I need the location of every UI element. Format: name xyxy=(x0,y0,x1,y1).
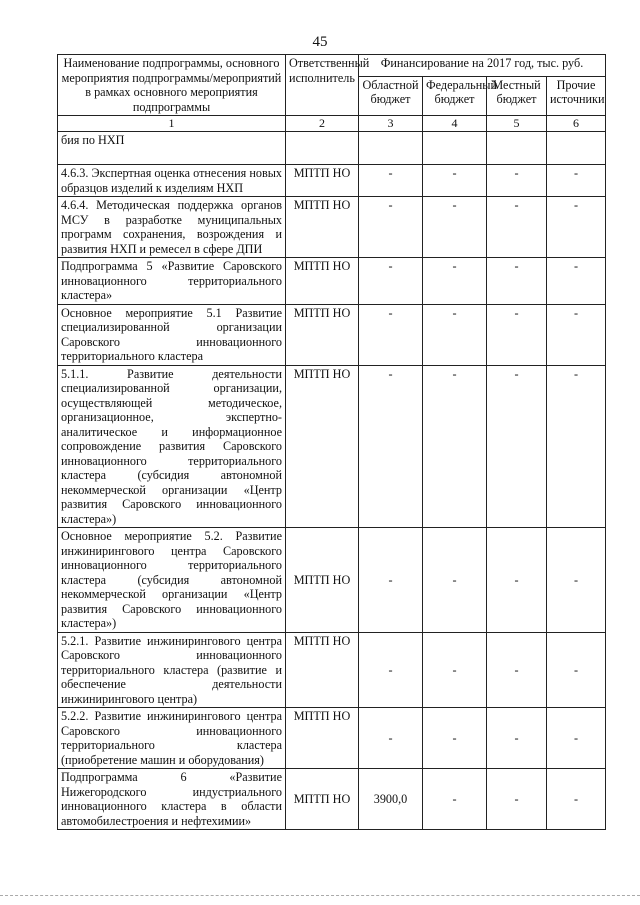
row-other: - xyxy=(547,304,606,365)
column-number: 5 xyxy=(487,116,547,132)
table-row xyxy=(58,632,606,708)
header-regional: Областной бюджет xyxy=(359,76,423,115)
page-number: 45 xyxy=(312,34,328,50)
row-responsible: МПТП НО xyxy=(286,632,359,708)
row-federal: - xyxy=(423,197,487,258)
table-row xyxy=(58,197,606,258)
row-regional xyxy=(359,132,423,165)
row-name: 4.6.3. Экспертная оценка отнесения новых образцов изделий к изделиям НХП xyxy=(58,165,286,197)
row-name: бия по НХП xyxy=(58,132,286,165)
header-other: Прочие источники xyxy=(547,76,606,115)
row-federal: - xyxy=(423,165,487,197)
row-local xyxy=(487,132,547,165)
row-local: - xyxy=(487,632,547,708)
row-regional: 3900,0 xyxy=(359,769,423,830)
row-regional: - xyxy=(359,165,423,197)
row-responsible: МПТП НО xyxy=(286,365,359,528)
row-local: - xyxy=(487,769,547,830)
row-regional: - xyxy=(359,708,423,769)
column-number: 6 xyxy=(547,116,606,132)
column-number: 1 xyxy=(58,116,286,132)
row-name: Основное мероприятие 5.1 Развитие специализированной организации Саровского инновационного территориального кластера xyxy=(58,304,286,365)
row-name: Основное мероприятие 5.2. Развитие инжинирингового центра Саровского инновационного территориального кластера (субсидия автономной некоммерческой организации «Центр развития Саровского инновационного кластера») xyxy=(58,528,286,633)
row-other: - xyxy=(547,365,606,528)
table-row xyxy=(58,708,606,769)
row-other: - xyxy=(547,165,606,197)
row-responsible: МПТП НО xyxy=(286,197,359,258)
row-federal xyxy=(423,132,487,165)
header-local: Местный бюджет xyxy=(487,76,547,115)
row-other: - xyxy=(547,528,606,633)
row-responsible: МПТП НО xyxy=(286,528,359,633)
row-federal: - xyxy=(423,365,487,528)
row-regional: - xyxy=(359,365,423,528)
row-regional: - xyxy=(359,632,423,708)
row-responsible: МПТП НО xyxy=(286,708,359,769)
table-row xyxy=(58,165,606,197)
row-regional: - xyxy=(359,258,423,305)
row-federal: - xyxy=(423,708,487,769)
row-regional: - xyxy=(359,528,423,633)
row-regional: - xyxy=(359,304,423,365)
row-responsible: МПТП НО xyxy=(286,304,359,365)
table-row xyxy=(58,528,606,633)
row-local: - xyxy=(487,258,547,305)
header-federal: Федеральный бюджет xyxy=(423,76,487,115)
header-responsible: Ответственный исполнитель xyxy=(286,55,359,116)
table-row xyxy=(58,769,606,830)
scan-edge-line xyxy=(0,895,640,899)
row-other: - xyxy=(547,769,606,830)
table-row xyxy=(58,132,606,165)
table-row xyxy=(58,365,606,528)
row-other: - xyxy=(547,708,606,769)
row-federal: - xyxy=(423,528,487,633)
row-other: - xyxy=(547,258,606,305)
row-responsible: МПТП НО xyxy=(286,258,359,305)
column-number: 4 xyxy=(423,116,487,132)
row-regional: - xyxy=(359,197,423,258)
header-name: Наименование подпрограммы, основного мероприятия подпрограммы/мероприятий в рамках основного мероприятия подпрограммы xyxy=(58,55,286,116)
row-other: - xyxy=(547,197,606,258)
row-local: - xyxy=(487,708,547,769)
row-responsible: МПТП НО xyxy=(286,165,359,197)
column-number: 3 xyxy=(359,116,423,132)
row-responsible: МПТП НО xyxy=(286,769,359,830)
financing-table xyxy=(57,54,606,830)
row-name: Подпрограмма 6 «Развитие Нижегородского индустриального инновационного кластера в области автомобилестроения и нефтехимии» xyxy=(58,769,286,830)
row-federal: - xyxy=(423,304,487,365)
row-name: 5.2.2. Развитие инжинирингового центра Саровского инновационного территориального кластера (приобретение машин и оборудования) xyxy=(58,708,286,769)
column-number: 2 xyxy=(286,116,359,132)
table-row xyxy=(58,304,606,365)
row-federal: - xyxy=(423,769,487,830)
row-responsible xyxy=(286,132,359,165)
row-other xyxy=(547,132,606,165)
row-name: 4.6.4. Методическая поддержка органов МСУ в разработке муниципальных программ сохранения, возрождения и развития НХП и ремесел в сфере ДПИ xyxy=(58,197,286,258)
row-federal: - xyxy=(423,258,487,305)
table-row xyxy=(58,258,606,305)
row-name: 5.2.1. Развитие инжинирингового центра Саровского инновационного территориального кластера (развитие и обеспечение деятельности инжинирингового центра) xyxy=(58,632,286,708)
header-financing: Финансирование на 2017 год, тыс. руб. xyxy=(359,55,606,77)
row-local: - xyxy=(487,165,547,197)
row-local: - xyxy=(487,528,547,633)
row-other: - xyxy=(547,632,606,708)
row-local: - xyxy=(487,304,547,365)
row-local: - xyxy=(487,365,547,528)
row-federal: - xyxy=(423,632,487,708)
row-name: Подпрограмма 5 «Развитие Саровского инновационного территориального кластера» xyxy=(58,258,286,305)
row-local: - xyxy=(487,197,547,258)
row-name: 5.1.1. Развитие деятельности специализированной организации, осуществляющей методическое, организационное, экспертно-аналитическое и информационное сопровождение развития Саровского инновационного территориального кластера (субсидия автономной некоммерческой организации «Центр развития Саровского инновационного кластера») xyxy=(58,365,286,528)
